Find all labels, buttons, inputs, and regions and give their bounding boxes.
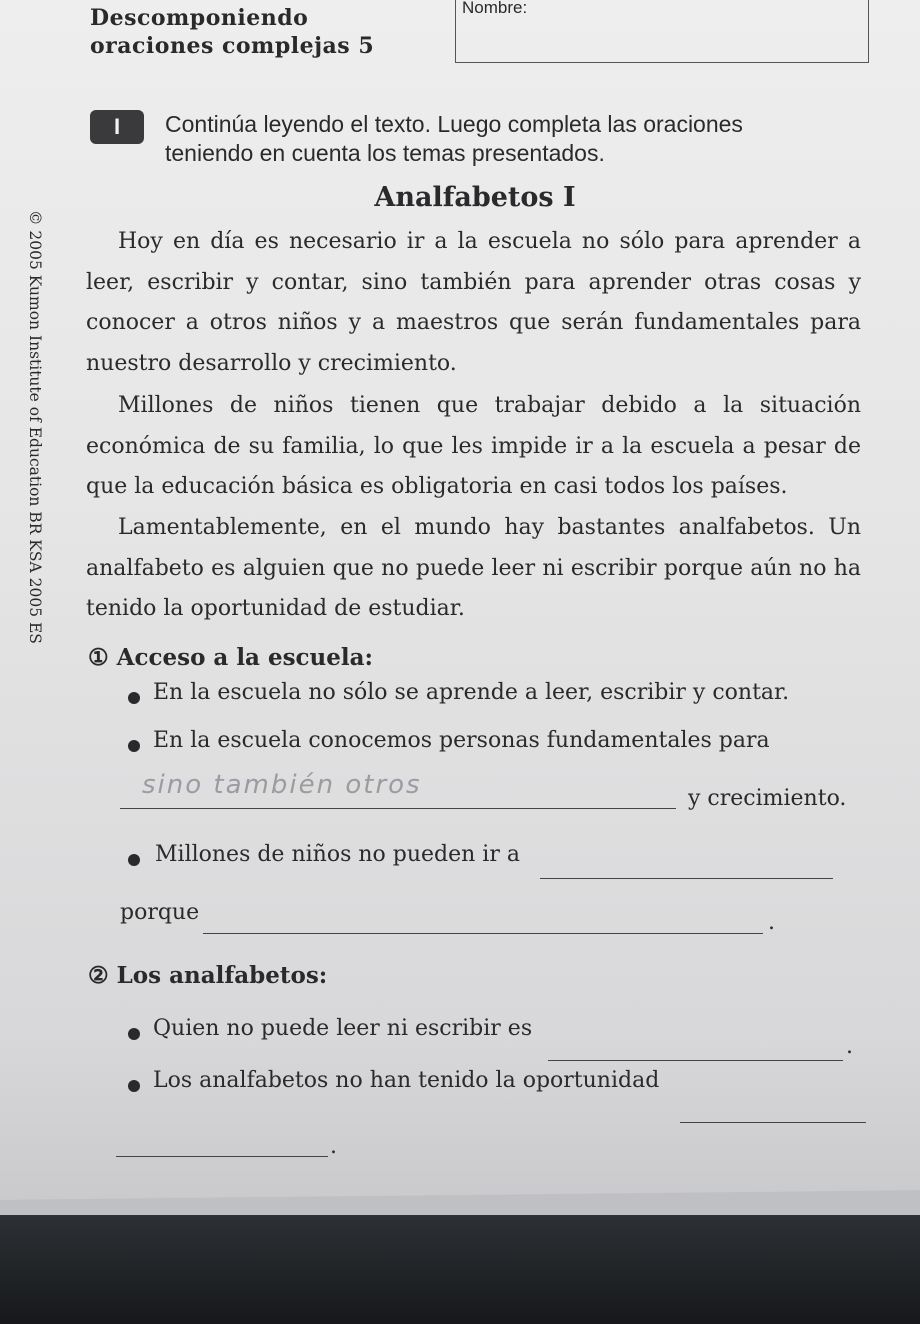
paragraph-1 [86, 222, 861, 384]
section-1-item-1: En la escuela no sólo se aprende a leer, escribir y contar. [153, 680, 790, 705]
paragraph-2 [86, 386, 861, 508]
period: . [768, 910, 775, 935]
title-line-1: Descomponiendo [90, 5, 309, 31]
worksheet-title [90, 4, 374, 60]
instruction-line-1: Continúa leyendo el texto. Luego completa las oraciones [165, 111, 743, 137]
bullet-icon [128, 854, 140, 866]
period: . [846, 1034, 853, 1059]
answer-blank-4[interactable] [548, 1030, 843, 1061]
paragraph-line: leer, escribir y contar, sino también para aprender otras cosas y [86, 269, 861, 295]
paragraph-line: económica de su familia, lo que les impide ir a la escuela a pesar de [86, 433, 861, 459]
paragraph-line: analfabeto es alguien que no puede leer ni escribir porque aún no ha [86, 555, 861, 581]
title-line-2: oraciones complejas 5 [90, 33, 375, 59]
instructions [165, 110, 855, 168]
paragraph-line: Hoy en día es necesario ir a la escuela no sólo para aprender a [118, 229, 861, 254]
section-1-item-3-cont: porque [120, 900, 200, 925]
paragraph-line: tenido la oportunidad de estudiar. [86, 596, 465, 621]
handwritten-answer: sino también otros [142, 770, 422, 800]
paragraph-3 [86, 508, 861, 630]
page-edge [0, 1190, 920, 1215]
reading-title: Analfabetos I [374, 182, 576, 213]
table-background [0, 1215, 920, 1324]
bullet-icon [128, 1028, 140, 1040]
bullet-icon [128, 692, 140, 704]
answer-blank-6[interactable] [116, 1128, 328, 1157]
paragraph-line: que la educación básica es obligatoria en casi todos los países. [86, 474, 788, 499]
name-label: Nombre: [462, 0, 528, 17]
section-2-item-1: Quien no puede leer ni escribir es [153, 1016, 533, 1041]
paragraph-line: Millones de niños tienen que trabajar debido a la situación [118, 393, 861, 418]
section-1-heading: ① Acceso a la escuela: [88, 644, 374, 671]
answer-blank-3[interactable] [203, 905, 763, 934]
section-2-heading: ② Los analfabetos: [88, 962, 328, 989]
section-1-item-3: Millones de niños no pueden ir a [155, 842, 520, 867]
answer-blank-2[interactable] [540, 848, 833, 879]
answer-blank-5[interactable] [680, 1092, 866, 1123]
bullet-icon [128, 740, 140, 752]
paragraph-line: nuestro desarrollo y crecimiento. [86, 350, 457, 376]
section-2-item-2: Los analfabetos no han tenido la oportunidad [153, 1068, 660, 1093]
section-1-item-2: En la escuela conocemos personas fundamentales para [153, 728, 770, 753]
copyright-note: © 2005 Kumon Institute of Education BR KSA 2005 ES [26, 210, 44, 644]
period: . [330, 1134, 337, 1159]
section-1-item-2-end: y crecimiento. [688, 786, 847, 811]
name-field-box[interactable] [455, 0, 869, 63]
paragraph-line: Lamentablemente, en el mundo hay bastantes analfabetos. Un [118, 515, 861, 540]
exercise-number-badge: I [90, 110, 144, 144]
bullet-icon [128, 1080, 140, 1092]
paragraph-line: conocer a otros niños y a maestros que serán fundamentales para [86, 310, 861, 335]
instruction-line-2: teniendo en cuenta los temas presentados. [165, 140, 605, 166]
